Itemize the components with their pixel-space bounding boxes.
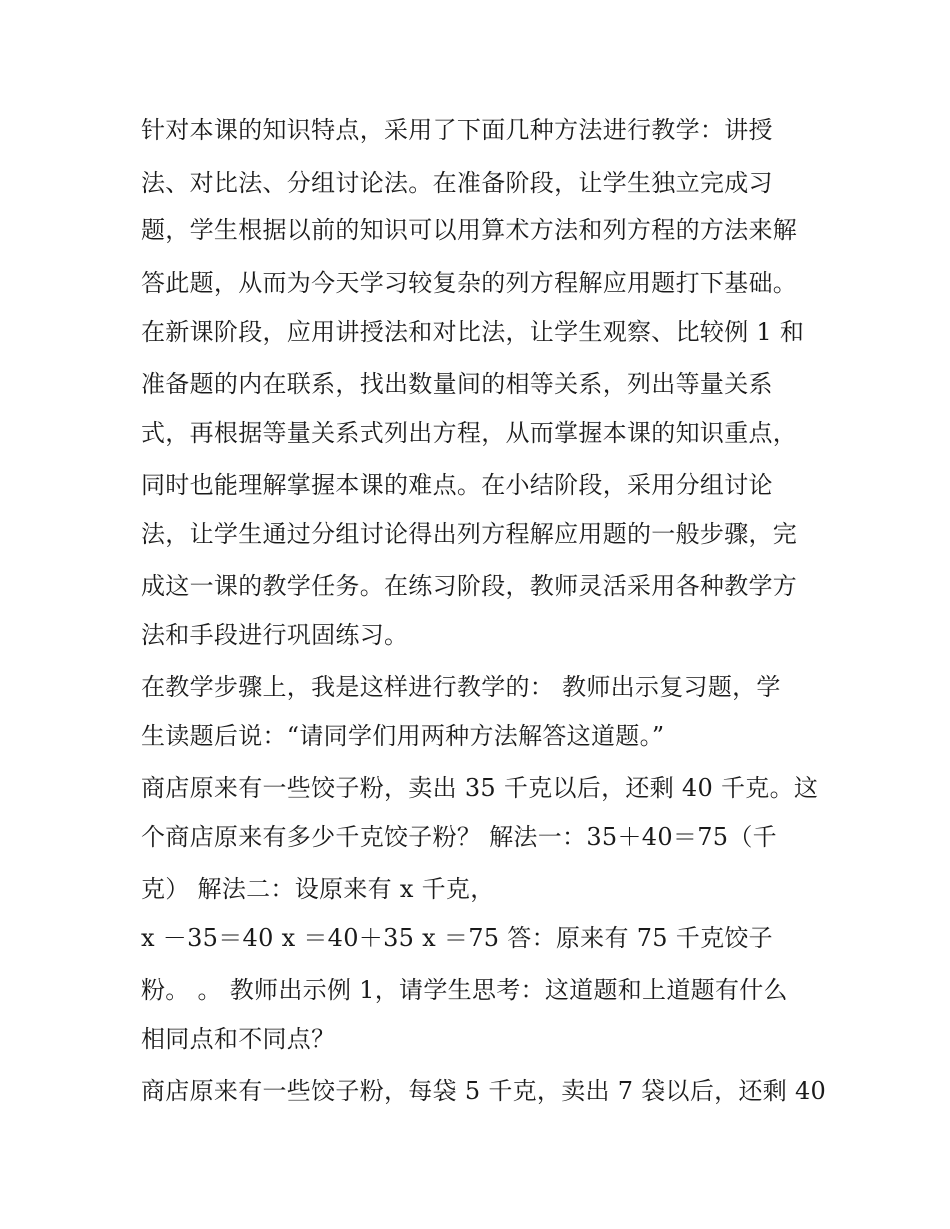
paragraph-line: 法、对比法、分组讨论法。在准备阶段，让学生独立完成习 <box>141 169 773 197</box>
paragraph-line: 法，让学生通过分组讨论得出列方程解应用题的一般步骤，完 <box>141 520 798 548</box>
paragraph-line: 粉。 。 教师出示例 1，请学生思考：这道题和上道题有什么 <box>141 976 788 1004</box>
paragraph-line: 准备题的内在联系，找出数量间的相等关系，列出等量关系 <box>141 370 773 398</box>
paragraph-line: 答此题，从而为今天学习较复杂的列方程解应用题打下基础。 <box>141 269 798 297</box>
paragraph-line: 克） 解法二：设原来有 x 千克， <box>141 875 495 903</box>
paragraph-line: 针对本课的知识特点，采用了下面几种方法进行教学：讲授 <box>141 116 773 144</box>
paragraph-line: 同时也能理解掌握本课的难点。在小结阶段，采用分组讨论 <box>141 471 773 499</box>
paragraph-line: 相同点和不同点？ <box>141 1025 336 1053</box>
paragraph-line: 在教学步骤上，我是这样进行教学的： 教师出示复习题，学 <box>141 673 781 701</box>
paragraph-line: 生读题后说：“请同学们用两种方法解答这道题。” <box>141 722 665 750</box>
paragraph-line: 商店原来有一些饺子粉，每袋 5 千克，卖出 7 袋以后，还剩 40 <box>141 1077 827 1105</box>
paragraph-line: 式，再根据等量关系式列出方程，从而掌握本课的知识重点， <box>141 419 798 447</box>
paragraph-line: 题，学生根据以前的知识可以用算术方法和列方程的方法来解 <box>141 216 798 244</box>
paragraph-line: 商店原来有一些饺子粉，卖出 35 千克以后，还剩 40 千克。这 <box>141 774 819 802</box>
paragraph-line: 个商店原来有多少千克饺子粉？ 解法一：35＋40＝75（千 <box>141 823 777 851</box>
paragraph-line: 在新课阶段，应用讲授法和对比法，让学生观察、比较例 1 和 <box>141 318 805 346</box>
paragraph-line: x －35＝40 x ＝40＋35 x ＝75 答：原来有 75 千克饺子 <box>141 924 773 952</box>
paragraph-line: 成这一课的教学任务。在练习阶段，教师灵活采用各种教学方 <box>141 572 798 600</box>
paragraph-line: 法和手段进行巩固练习。 <box>141 621 409 649</box>
